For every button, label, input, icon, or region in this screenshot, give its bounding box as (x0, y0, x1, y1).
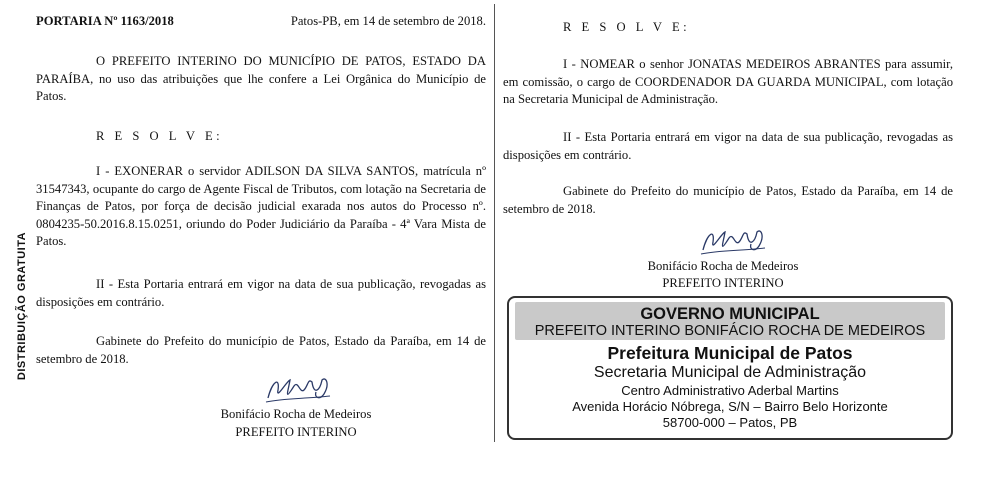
place-date: Patos-PB, em 14 de setembro de 2018. (290, 14, 486, 28)
right-signer-title: PREFEITO INTERINO (662, 276, 784, 290)
right-signer-name: Bonifácio Rocha de Medeiros (647, 259, 799, 273)
left-closing: Gabinete do Prefeito do município de Patos, Estado da Paraíba, em 14 de setembro de 2018. (36, 334, 486, 366)
left-signature-icon (264, 372, 334, 406)
box-subtitle: PREFEITO INTERINO BONIFÁCIO ROCHA DE MEDEIROS (534, 323, 926, 339)
postal-city-line: 58700-000 – Patos, PB (662, 415, 798, 430)
left-item-1: I - EXONERAR o servidor ADILSON DA SILVA SANTOS, matrícula nº 31547343, ocupante do cargo de Agente Fiscal de Tributos, com lotação na Secretaria de Finanças de Patos, por força de decisão judicial exarada nos autos do Processo nº. 0804235-50.2016.8.15.0251, oriundo do Poder Judiciário da Paraíba - 4ª Vara Mista de Patos. (36, 164, 486, 248)
centro-administrativo: Centro Administrativo Aderbal Martins (621, 383, 839, 398)
vertical-distribution-label: DISTRIBUIÇÃO GRATUITA (16, 231, 28, 381)
right-signature-icon (699, 226, 769, 258)
right-item-1: I - NOMEAR o senhor JONATAS MEDEIROS ABRANTES para assumir, em comissão, o cargo de COORDENADOR DA GUARDA MUNICIPAL, com lotação na Secretaria Municipal de Administração. (503, 57, 953, 106)
right-resolve-heading: R E S O L V E: (563, 20, 691, 34)
right-item-2: II - Esta Portaria entrará em vigor na data de sua publicação, revogadas as disposições em contrário. (503, 130, 953, 162)
left-signer-name: Bonifácio Rocha de Medeiros (220, 407, 372, 421)
government-info-box (507, 296, 953, 440)
right-closing: Gabinete do Prefeito do município de Patos, Estado da Paraíba, em 14 de setembro de 2018. (503, 184, 953, 216)
header-band (515, 302, 945, 340)
prefeitura-name: Prefeitura Municipal de Patos (607, 343, 853, 363)
left-signer-title: PREFEITO INTERINO (235, 425, 357, 439)
address-line: Avenida Horácio Nóbrega, S/N – Bairro Belo Horizonte (572, 399, 888, 414)
secretaria-name: Secretaria Municipal de Administração (593, 364, 867, 381)
left-resolve-heading: R E S O L V E: (96, 129, 224, 143)
column-divider (494, 4, 495, 442)
portaria-number: PORTARIA Nº 1163/2018 (36, 14, 174, 28)
box-title: GOVERNO MUNICIPAL (640, 305, 820, 323)
preamble: O PREFEITO INTERINO DO MUNICÍPIO DE PATOS, ESTADO DA PARAÍBA, no uso das atribuições que lhe confere a Lei Orgânica do Município de Patos. (36, 54, 486, 103)
left-item-2: II - Esta Portaria entrará em vigor na data de sua publicação, revogadas as disposições em contrário. (36, 277, 486, 309)
